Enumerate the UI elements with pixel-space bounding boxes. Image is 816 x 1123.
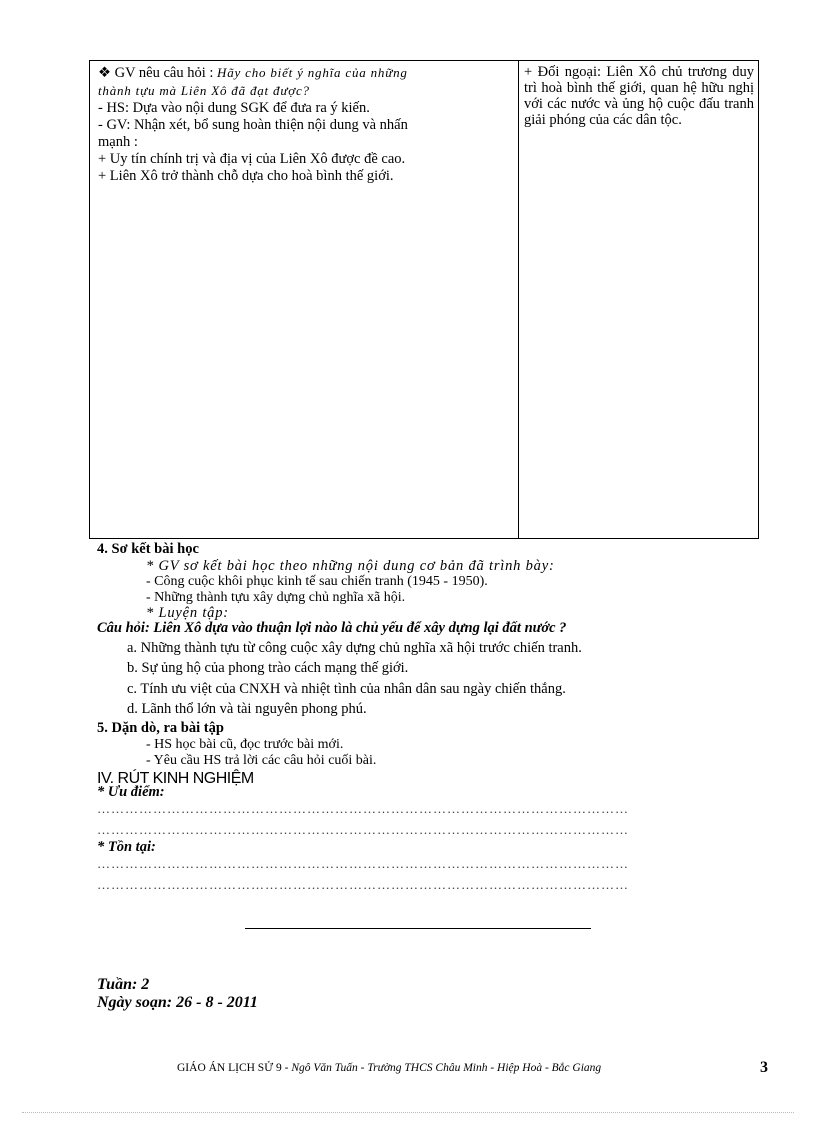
- left-line-4: - GV: Nhận xét, bổ sung hoàn thiện nội dung và nhấn: [98, 117, 408, 133]
- left-line-3: - HS: Dựa vào nội dung SGK để đưa ra ý kiến.: [98, 100, 370, 116]
- left-line-6: + Uy tín chính trị và địa vị của Liên Xô được đề cao.: [98, 151, 406, 167]
- lesson-table: [89, 60, 759, 539]
- right-text: + Đối ngoại: Liên Xô chủ trương duy trì hoà bình thế giới, quan hệ hữu nghị với các nước và ủng hộ cuộc đấu tranh giải phóng của các dân tộc.: [524, 64, 754, 128]
- option-b: b. Sự ủng hộ của phong trào cách mạng thế giới.: [127, 660, 409, 676]
- page-footer: GIÁO ÁN LỊCH SỬ 9 - Ngô Văn Tuấn - Trường THCS Châu Minh - Hiệp Hoà - Bắc Giang: [177, 1062, 602, 1074]
- section4-item-2: - Những thành tựu xây dựng chủ nghĩa xã hội.: [146, 590, 406, 605]
- shortcomings-dots-2: ……………………………………………………………………………………………………: [97, 878, 629, 892]
- separator-line: [245, 928, 591, 929]
- section4-teacher-summary: * GV sơ kết bài học theo những nội dung cơ bản đã trình bày:: [146, 558, 555, 574]
- page-number: 3: [760, 1059, 768, 1076]
- section5-item-1: - HS học bài cũ, đọc trước bài mới.: [146, 737, 344, 752]
- option-a: a. Những thành tựu từ công cuộc xây dựng chủ nghĩa xã hội trước chiến tranh.: [127, 640, 582, 656]
- option-c: c. Tính ưu việt của CNXH và nhiệt tình của nhân dân sau ngày chiến thắng.: [127, 681, 566, 697]
- bottom-rule: [22, 1112, 794, 1113]
- option-d: d. Lãnh thổ lớn và tài nguyên phong phú.: [127, 701, 367, 717]
- advantages-label: * Ưu điểm:: [97, 784, 165, 800]
- shortcomings-label: * Tồn tại:: [97, 839, 156, 855]
- prep-date: Ngày soạn: 26 - 8 - 2011: [97, 994, 258, 1011]
- left-line-2: thành tựu mà Liên Xô đã đạt được?: [98, 83, 310, 98]
- left-line-1: ❖ GV nêu câu hỏi : Hãy cho biết ý nghĩa của những: [98, 65, 408, 81]
- table-right-cell: [524, 64, 754, 128]
- advantages-dots-1: ……………………………………………………………………………………………………: [97, 802, 629, 816]
- section4-item-1: - Công cuộc khôi phục kinh tế sau chiến tranh (1945 - 1950).: [146, 574, 488, 589]
- table-left-cell: [98, 64, 514, 185]
- advantages-dots-2: ……………………………………………………………………………………………………: [97, 823, 629, 837]
- shortcomings-dots-1: ……………………………………………………………………………………………………: [97, 857, 629, 871]
- table-divider: [518, 61, 519, 538]
- section4-question: Câu hỏi: Liên Xô dựa vào thuận lợi nào là chủ yếu để xây dựng lại đất nước ?: [97, 620, 567, 636]
- section-iv-heading: IV. RÚT KINH NGHIỆM: [97, 770, 254, 787]
- left-line-7: + Liên Xô trở thành chỗ dựa cho hoà bình thế giới.: [98, 168, 394, 184]
- section4-heading: 4. Sơ kết bài học: [97, 541, 199, 557]
- section4-practice: * Luyện tập:: [146, 605, 229, 621]
- left-line-5: mạnh :: [98, 134, 138, 150]
- week-label: Tuần: 2: [97, 976, 150, 993]
- section5-heading: 5. Dặn dò, ra bài tập: [97, 720, 224, 736]
- section5-item-2: - Yêu cầu HS trả lời các câu hỏi cuối bài.: [146, 753, 377, 768]
